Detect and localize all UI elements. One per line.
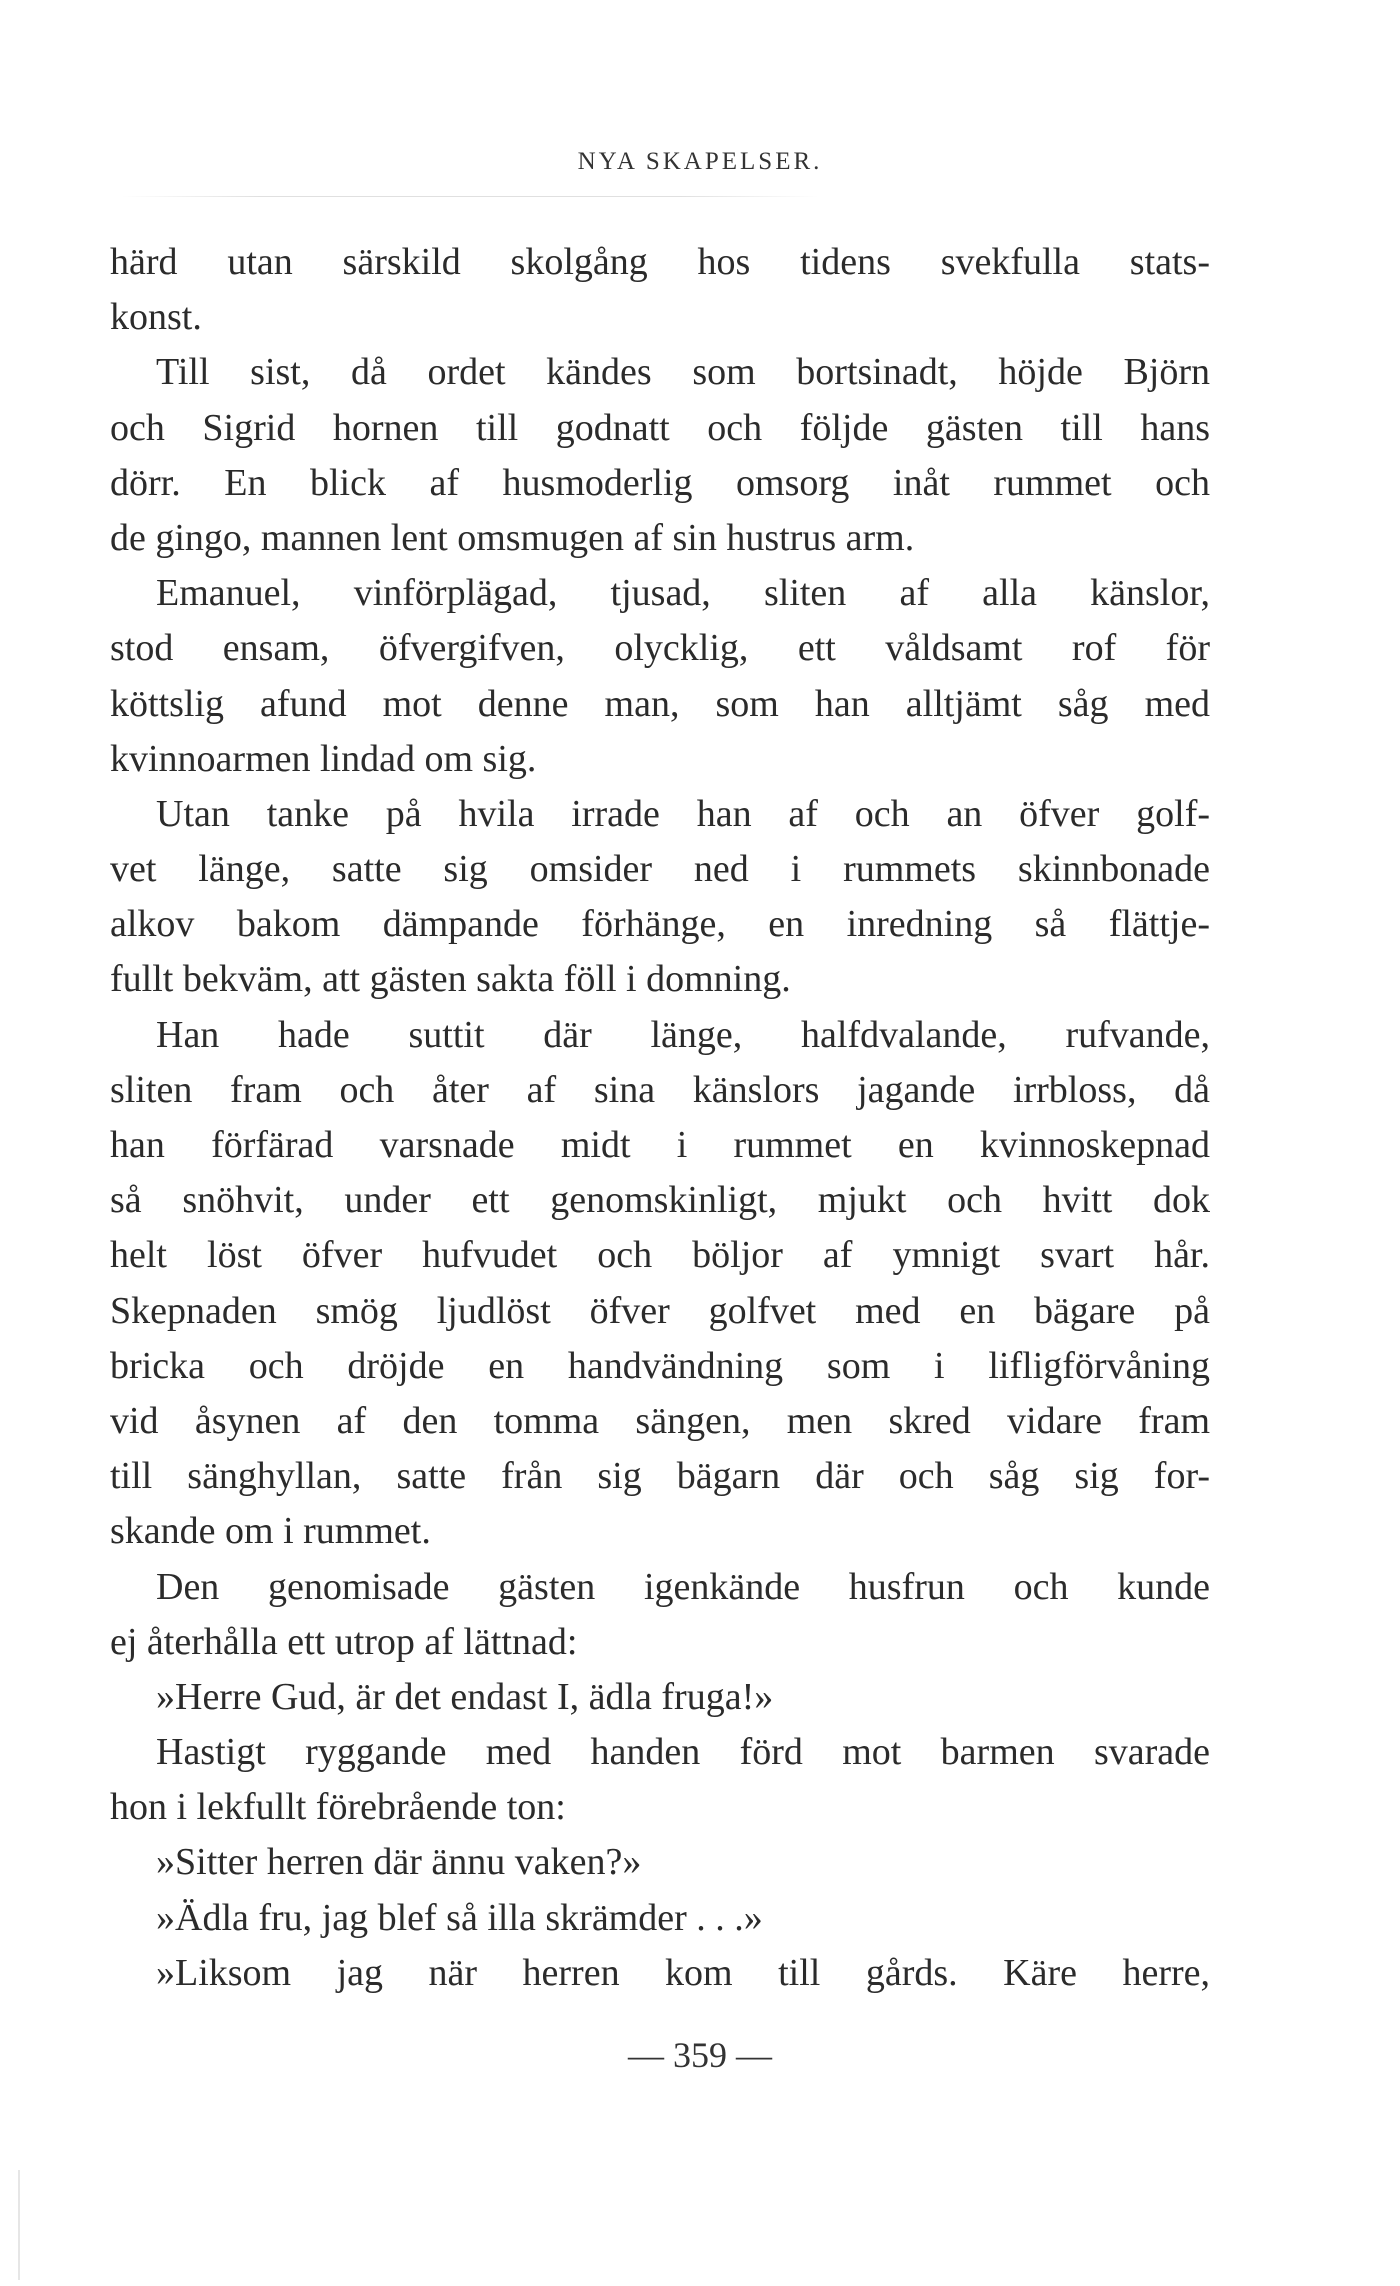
text-line: köttslig afund mot denne man, som han alltjämt såg med <box>110 682 1210 725</box>
text-line: stod ensam, öfvergifven, olycklig, ett våldsamt rof för <box>110 627 1210 670</box>
text-line: bricka och dröjde en handvändning som i lifligförvåning <box>110 1344 1210 1387</box>
page-number: — 359 — <box>628 2035 772 2075</box>
text-line: så snöhvit, under ett genomskinligt, mjukt och hvitt dok <box>110 1179 1210 1222</box>
text-line: sliten fram och åter af sina känslors jagande irrbloss, då <box>110 1068 1210 1111</box>
text-line: »Ädla fru, jag blef så illa skrämder . . .» <box>156 1896 763 1939</box>
text-line: härd utan särskild skolgång hos tidens svekfulla stats- <box>110 241 1210 283</box>
text-line: »Liksom jag när herren kom till gårds. Käre herre, <box>156 1951 1210 1994</box>
text-line: hon i lekfullt förebrående ton: <box>110 1786 566 1829</box>
header-rule <box>120 196 820 197</box>
text-line: och Sigrid hornen till godnatt och följde gästen till hans <box>110 406 1210 449</box>
text-line: Den genomisade gästen igenkände husfrun och kunde <box>156 1565 1210 1608</box>
text-line: Skepnaden smög ljudlöst öfver golfvet med en bägare på <box>110 1289 1210 1332</box>
text-line: Utan tanke på hvila irrade han af och an öfver golf- <box>156 792 1210 835</box>
text-line: alkov bakom dämpande förhänge, en inredning så flättje- <box>110 903 1210 946</box>
text-line: skande om i rummet. <box>110 1510 431 1553</box>
text-line: ej återhålla ett utrop af lättnad: <box>110 1620 578 1663</box>
running-header: NYA SKAPELSER. <box>577 148 823 175</box>
scan-edge-mark <box>18 2170 20 2280</box>
text-line: helt löst öfver hufvudet och böljor af ymnigt svart hår. <box>110 1234 1210 1277</box>
text-line: de gingo, mannen lent omsmugen af sin hustrus arm. <box>110 516 915 559</box>
text-line: kvinnoarmen lindad om sig. <box>110 737 537 780</box>
text-line: vet länge, satte sig omsider ned i rummets skinnbonade <box>110 848 1210 891</box>
text-line: han förfärad varsnade midt i rummet en kvinnoskepnad <box>110 1124 1210 1166</box>
text-line: till sänghyllan, satte från sig bägarn där och såg sig for- <box>110 1455 1210 1498</box>
text-line: fullt bekväm, att gästen sakta föll i domning. <box>110 958 791 1001</box>
text-line: Till sist, då ordet kändes som bortsinadt, höjde Björn <box>156 351 1210 394</box>
text-line: »Sitter herren där ännu vaken?» <box>156 1841 642 1884</box>
text-line: Han hade suttit där länge, halfdvalande, rufvande, <box>156 1013 1210 1056</box>
text-line: »Herre Gud, är det endast I, ädla fruga!» <box>156 1675 774 1718</box>
text-line: Hastigt ryggande med handen förd mot barmen svarade <box>156 1731 1210 1774</box>
text-line: konst. <box>110 296 202 339</box>
body-text <box>110 235 1210 2001</box>
text-line: Emanuel, vinförplägad, tjusad, sliten af alla känslor, <box>156 572 1210 615</box>
text-line: dörr. En blick af husmoderlig omsorg inåt rummet och <box>110 461 1210 504</box>
text-line: vid åsynen af den tomma sängen, men skred vidare fram <box>110 1399 1210 1442</box>
